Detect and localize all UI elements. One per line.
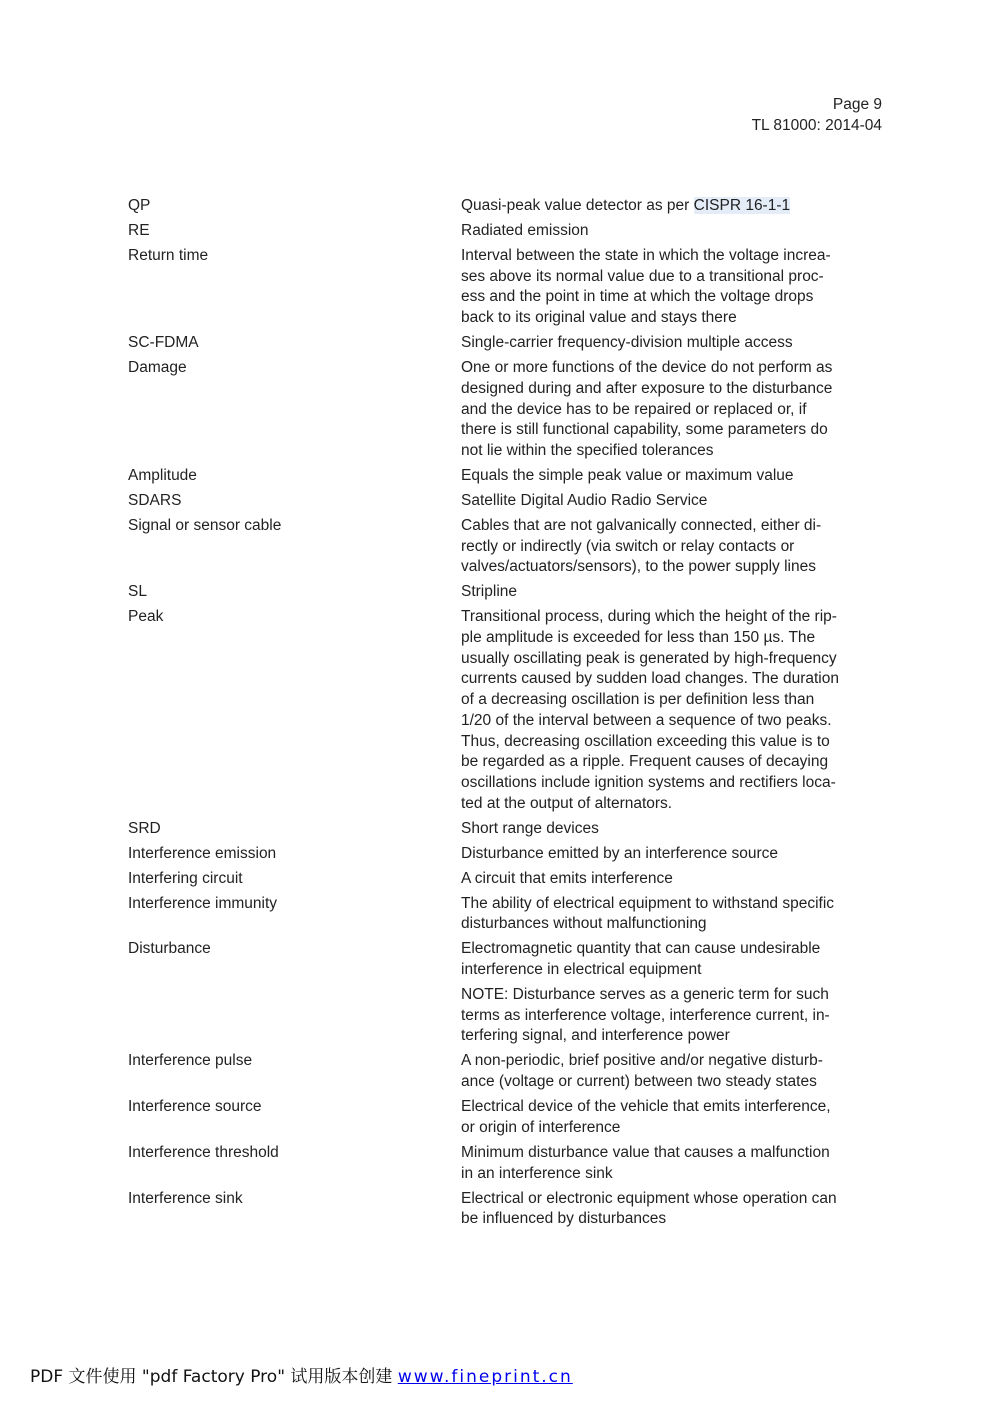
definition-row [0, 819, 992, 844]
definition-line: Interval between the state in which the voltage increa- ses above its normal value due to a transitional proc- ess and the point in time at which the voltage drops back to its original value and stays there [461, 247, 831, 327]
definition-line: Equals the simple peak value or maximum value [461, 466, 794, 484]
definition-term: Interference pulse [128, 1052, 253, 1070]
definition-text [461, 246, 886, 333]
definition-paragraph [461, 491, 886, 512]
definition-row [0, 1189, 992, 1235]
definition-text [461, 491, 886, 516]
definition-text [461, 466, 886, 491]
definition-text [461, 939, 886, 1051]
definition-term: Damage [128, 359, 187, 377]
definition-paragraph [461, 1143, 886, 1184]
definition-paragraph [461, 607, 886, 814]
definition-term: Return time [128, 247, 209, 264]
definition-term: SRD [128, 819, 161, 837]
definition-text [461, 607, 886, 818]
definition-line: Electrical or electronic equipment whose operation can be influenced by disturbances [461, 1189, 837, 1228]
definition-row [0, 894, 992, 940]
definition-paragraph [461, 1097, 886, 1138]
definition-paragraph [461, 221, 886, 242]
definition-term: Interference threshold [128, 1143, 279, 1161]
definition-paragraph [461, 869, 886, 890]
definition-row [0, 844, 992, 869]
definition-term: Interference emission [128, 844, 277, 862]
definition-row [0, 607, 992, 818]
definition-row [0, 221, 992, 246]
definition-row [0, 582, 992, 607]
definition-line: Quasi-peak value detector as per [461, 197, 694, 214]
definition-row [0, 196, 992, 221]
definition-row [0, 869, 992, 894]
definition-paragraph [461, 196, 886, 217]
page-number: Page 9 [832, 96, 882, 113]
definition-paragraph [461, 582, 886, 603]
definition-paragraph [461, 1051, 886, 1092]
document-id: TL 81000: 2014-04 [751, 117, 882, 134]
definition-line: The ability of electrical equipment to withstand specific disturbances without malfunctioning [461, 894, 835, 933]
definition-line: Transitional process, during which the height of the rip- ple amplitude is exceeded for less than 150 µs. The usually oscillating peak is generated by high-frequency currents caused by sudden load changes. The duration of a decreasing oscillation is per definition less than 1/20 of the interval between a sequence of two peaks. Thus, decreasing oscillation exceeding this value is to be regarded as a ripple. Frequent causes of decaying oscillations include ignition systems and rectifiers loca- ted at the output of alternators. [461, 608, 839, 812]
definition-paragraph [461, 333, 886, 354]
definition-paragraph [461, 939, 886, 980]
definition-row [0, 1143, 992, 1189]
definitions-list [0, 196, 992, 1234]
definition-paragraph [461, 985, 886, 1047]
definition-term: Disturbance [128, 940, 211, 958]
definition-text [461, 333, 886, 358]
definition-term: Interference sink [128, 1189, 243, 1207]
definition-term: SDARS [128, 491, 182, 509]
definition-text [461, 1051, 886, 1097]
definition-paragraph [461, 894, 886, 935]
definition-text [461, 1097, 886, 1143]
definition-term: Interfering circuit [128, 869, 243, 887]
definition-text [461, 516, 886, 582]
definition-line: Minimum disturbance value that causes a malfunction in an interference sink [461, 1143, 830, 1182]
definition-text [461, 196, 886, 221]
definition-row [0, 939, 992, 1051]
definition-term: RE [128, 222, 150, 239]
definition-term: Interference immunity [128, 894, 278, 912]
definition-row [0, 466, 992, 491]
definition-line: One or more functions of the device do not perform as designed during and after exposure to the disturbance and the device has to be repaired or replaced or, if there is still functional capability, some parameters do not lie within the specified tolerances [461, 359, 833, 459]
definition-row [0, 516, 992, 582]
definition-row [0, 1097, 992, 1143]
definition-text [461, 894, 886, 940]
definition-text [461, 358, 886, 466]
definition-paragraph [461, 358, 886, 462]
page-header [752, 94, 882, 136]
definition-row [0, 246, 992, 333]
definition-row [0, 491, 992, 516]
definition-term: QP [128, 197, 151, 214]
definition-line: Disturbance emitted by an interference source [461, 844, 779, 862]
definition-line: Radiated emission [461, 222, 589, 239]
footer-watermark [30, 1366, 573, 1388]
definition-line: Single-carrier frequency-division multiple access [461, 334, 793, 352]
definition-line: NOTE: Disturbance serves as a generic term for such terms as interference voltage, interference current, in- terfering signal, and interference power [461, 986, 830, 1045]
definition-paragraph [461, 819, 886, 840]
definition-paragraph [461, 1189, 886, 1230]
definition-text [461, 869, 886, 894]
footer-text: PDF 文件使用 "pdf Factory Pro" 试用版本创建 [30, 1367, 398, 1387]
definition-row [0, 358, 992, 466]
definition-row [0, 1051, 992, 1097]
footer-link[interactable]: www.fineprint.cn [397, 1367, 573, 1387]
definition-line: Electrical device of the vehicle that emits interference, or origin of interference [461, 1098, 831, 1136]
definition-text [461, 221, 886, 246]
definition-paragraph [461, 466, 886, 487]
definition-text [461, 844, 886, 869]
definition-paragraph [461, 844, 886, 865]
definition-line: A non-periodic, brief positive and/or negative disturb- ance (voltage or current) between two steady states [461, 1052, 823, 1091]
definition-text [461, 819, 886, 844]
definition-term: Interference source [128, 1098, 262, 1116]
definition-text [461, 1143, 886, 1189]
definition-paragraph [461, 516, 886, 578]
definition-row [0, 333, 992, 358]
definition-line: Cables that are not galvanically connected, either di- rectly or indirectly (via switch or relay contacts or valves/actuators/sensors), to the power supply lines [461, 516, 822, 576]
standard-reference: CISPR 16-1-1 [693, 197, 791, 214]
definition-text [461, 1189, 886, 1235]
definition-line: Electromagnetic quantity that can cause undesirable interference in electrical equipment [461, 940, 821, 979]
definition-term: Peak [128, 608, 164, 626]
definition-term: SC-FDMA [128, 334, 199, 352]
definition-paragraph [461, 246, 886, 329]
definition-term: SL [128, 583, 147, 601]
definition-line: A circuit that emits interference [461, 869, 673, 887]
definition-line: Satellite Digital Audio Radio Service [461, 491, 708, 509]
definition-line: Stripline [461, 583, 517, 601]
definition-term: Amplitude [128, 466, 197, 484]
definition-line: Short range devices [461, 819, 599, 837]
definition-term: Signal or sensor cable [128, 516, 282, 534]
definition-text [461, 582, 886, 607]
